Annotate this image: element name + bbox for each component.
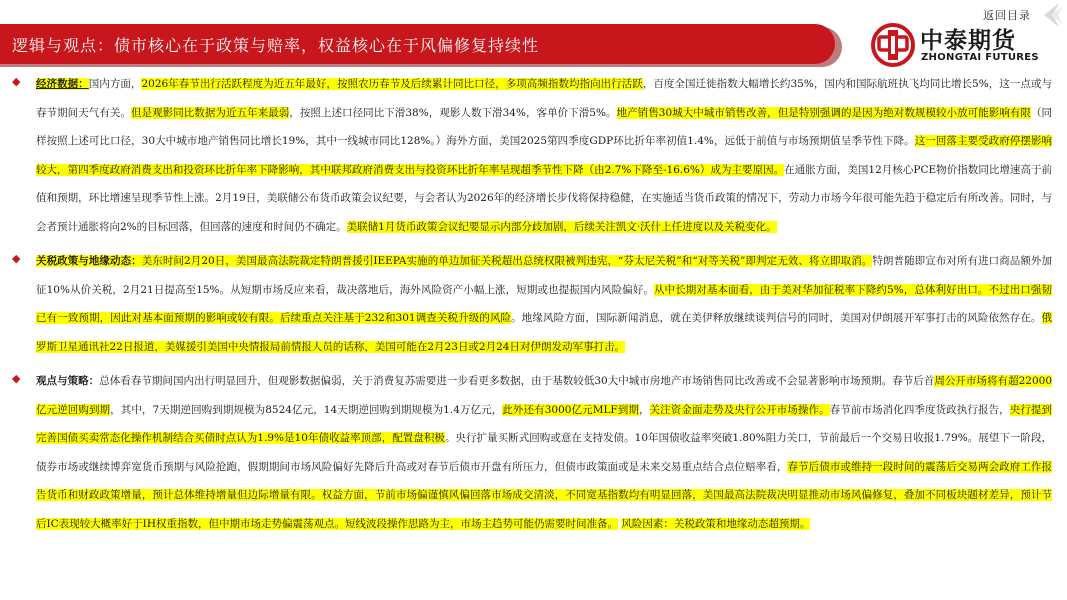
body-text: ，百度全国迁徙指数大幅增长约35%，国内和国际航班执飞均同比增长5%，这一点或与春节期间天气有关。 bbox=[36, 78, 1052, 119]
body-text: 在通胀方面，美国12月核心PCE物价指数同比增速高于前值和预期，环比增速呈现季节性上涨。2月19日，美联储公布货币政策会议纪要，与会者认为2026年的经济增长步伐将保持稳健，在实施适当货币政策的情况下，劳动力市场今年很可能先趋于稳定后有所改善。同时，与会者预计通胀将向2%的目标回落，但回落的速度和时间仍不确定。 bbox=[36, 163, 1053, 233]
section-paragraph bbox=[36, 70, 1052, 241]
section-label: 关税政策与地缘动态： bbox=[36, 255, 142, 267]
highlighted-text: 地产销售30城大中城市销售改善，但是特别强调的是因为绝对数规模较小放可能影响有限 bbox=[616, 106, 1031, 119]
body-text: 特朗普随即宣布对所有进口商品额外加征10%从价关税，2月21日提高至15%。从短期市场反应来看，裁决落地后，海外风险资产小幅上涨，短期或也提振国内风险偏好。 bbox=[36, 255, 1053, 296]
body-text: 春节前市场消化四季度货政执行报告， bbox=[829, 403, 1010, 416]
highlighted-text: 美联储1月货币政策会议纪要显示内部分歧加剧，后续关注凯文·沃什上任进度以及关税变化。 bbox=[346, 220, 777, 233]
section-3 bbox=[12, 367, 1052, 538]
body-text: 。央行扩量买断式回购或意在支持发债。10年国债收益率突破1.80%阻力关口，节前最后一个交易日收报1.79%。展望下一阶段，债券市场或继续博弈宽货币预期与风险抢跑，假期期间市场风险偏好先降后升高或对春节后债市开盘有所压力，但债市政策面或是未来交易重点结合点位赔率看， bbox=[36, 432, 1052, 473]
highlighted-text: 俄罗斯卫星通讯社22日报道，美媒援引美国中央情报局前情报人员的话称，美国可能在2月23日或2月24日对伊朗发动军事打击。 bbox=[36, 312, 1052, 353]
body-text: ，其中，7天期逆回购到期规模为8524亿元，14天期逆回购到期规模为1.4万亿元， bbox=[110, 403, 503, 416]
diamond-bullet-icon: ◆ bbox=[12, 75, 21, 88]
body-text: 总体看春节期间国内出行明显回升，但观影数据偏弱，关于消费复苏需要进一步看更多数据，由于基数较低30大中城市房地产市场销售同比改善或不会显著影响市场预期。春节后首 bbox=[99, 375, 935, 387]
section-paragraph bbox=[36, 247, 1052, 361]
company-logo bbox=[870, 20, 1040, 72]
body-text: 。地缘风险方面，国际新闻消息，就在美伊释放继续谈判信号的同时，美国对伊朗展开军事打击的风险依然存在。 bbox=[511, 312, 1042, 324]
body-text: ，按照上述口径同比下滑38%，观影人数下滑34%，客单价下滑5%。 bbox=[289, 106, 617, 119]
zhongtai-logo-icon bbox=[870, 22, 916, 68]
highlighted-text: 央行提到完善国债买卖常态化操作机制结合买债时点认为1.9%是10年债收益率顶部，配置盘积极 bbox=[36, 403, 1053, 444]
highlighted-text: 风险因素：关税政策和地缘动态超预期。 bbox=[621, 517, 811, 530]
logo-chinese-name: 中泰期货 bbox=[920, 28, 1016, 54]
highlighted-text: 这一回落主要受政府停摆影响较大，第四季度政府消费支出和投资环比折年率下降影响，其中联邦政府消费支出与投资环比折年率呈现超季节性下降（由2.7%下降至-16.6%）成为主要原因。 bbox=[36, 135, 1053, 176]
back-to-contents-link[interactable]: 返回目录 bbox=[983, 9, 1031, 22]
logo-english-name: ZHONGTAI FUTURES bbox=[921, 52, 1039, 63]
body-text: （同样按照上述可比口径，30大中城市地产销售同比增长19%，其中一线城市同比128%。）海外方面，美国2025第四季度GDP环比折年率初值1.4%，远低于前值与市场预期值呈季节性下降。 bbox=[36, 106, 1053, 147]
section-1 bbox=[12, 70, 1052, 241]
chevron-left-icon[interactable] bbox=[1039, 2, 1063, 28]
body-text: 国内方面， bbox=[88, 78, 142, 90]
section-paragraph bbox=[36, 367, 1052, 538]
highlighted-text: 周公开市场将有超22000亿元逆回购到期 bbox=[36, 375, 1053, 416]
diamond-bullet-icon: ◆ bbox=[12, 372, 21, 385]
page-title: 逻辑与观点：债市核心在于政策与赔率，权益核心在于风偏修复持续性 bbox=[12, 36, 540, 55]
highlighted-text: 但是观影同比数据为近五年来最弱 bbox=[130, 106, 290, 119]
content-area bbox=[12, 70, 1052, 544]
highlighted-text: 此外还有3000亿元MLF到期 bbox=[502, 403, 639, 416]
section-label: 经济数据： bbox=[36, 78, 89, 90]
highlighted-text: 春节后债市或维持一段时间的震荡后交易两会政府工作报告货币和财政政策增量，预计总体维持增量但边际增量有限。权益方面，节前市场偏谨慎风偏回落市场成交清淡，不同宽基指数均有明显回落，美国最高法院裁决明显推动市场风偏修复，叠加不同板块题材差异，预计节后IC表现较大概率好于IH权重指数，但中期市场走势偏震荡观点。短线波段操作思路为主，市场主趋势可能仍需要时间准备。 bbox=[36, 460, 1053, 530]
section-label: 观点与策略： bbox=[36, 375, 100, 387]
diamond-bullet-icon: ◆ bbox=[12, 252, 21, 265]
highlighted-text: 从中长期对基本面看，由于美对华加征税率下降约5%，总体利好出口。不过出口强韧已有一致预期，因此对基本面预期的影响或较有限。后续重点关注基于232和301调查关税升级的风险 bbox=[36, 283, 1052, 324]
section-2 bbox=[12, 247, 1052, 361]
highlighted-text: 关注资金面走势及央行公开市场操作。 bbox=[649, 403, 830, 416]
highlighted-text: 美东时间2月20日，美国最高法院裁定特朗普援引IEEPA实施的单边加征关税超出总统权限被判违宪，“芬太尼关税”和“对等关税”即判定无效、将立即取消。 bbox=[141, 255, 873, 267]
body-text: ， bbox=[639, 403, 650, 416]
highlighted-text: 2026年春节出行活跃程度为近五年最好，按照农历春节及后续累计同比口径，多项高频指数均指向出行活跃 bbox=[141, 78, 643, 90]
